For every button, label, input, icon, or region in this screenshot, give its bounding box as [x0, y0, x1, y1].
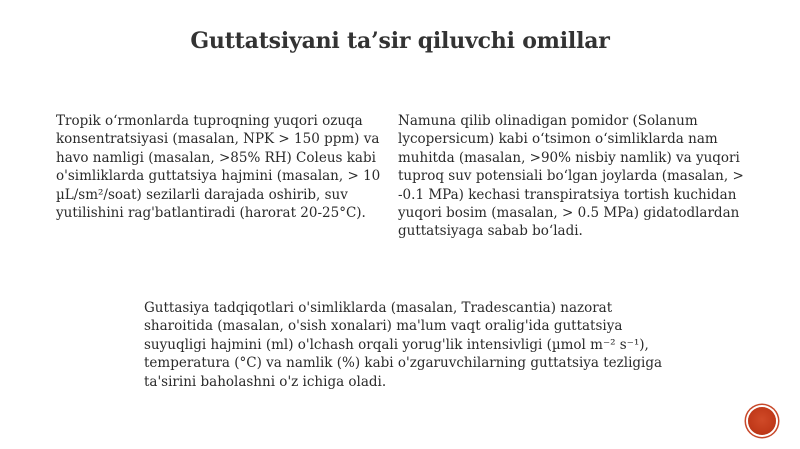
next-slide-icon[interactable]	[748, 407, 776, 435]
paragraph-research-methods: Guttasiya tadqiqotlari o'simliklarda (masalan, Tradescantia) nazorat sharoitida (masalan, o'sish xonalari) ma'lum vaqt oralig'ida guttatsiya suyuqligi hajmini (ml) o'lchash orqali yorug'lik intensivligi (µmol m⁻² s⁻¹), temperatura (°C) va namlik (%) kabi o'zgaruvchilarning guttatsiya tezligiga ta'sirini baholashni o'z ichiga oladi.	[144, 300, 663, 390]
paragraph-tomato-pressure: Namuna qilib olinadigan pomidor (Solanum lycopersicum) kabi oʻtsimon oʻsimliklarda nam muhitda (masalan, >90% nisbiy namlik) va yuqori tuproq suv potensiali boʻlgan joylarda (masalan, > -0.1 MPa) kechasi transpiratsiya tortish kuchidan yuqori bosim (masalan, > 0.5 MPa) gidatodlardan guttatsiyaga sabab boʻladi.	[398, 113, 744, 240]
paragraph-soil-humidity: Tropik oʻrmonlarda tuproqning yuqori ozuqa konsentratsiyasi (masalan, NPK > 150 ppm) va havo namligi (masalan, >85% RH) Coleus kabi o'simliklarda guttatsiya hajmini (masalan, > 10 µL/sm²/soat) sezilarli darajada oshirib, suv yutilishini rag'batlantiradi (harorat 20-25°C).	[56, 113, 381, 222]
slide-title: Guttatsiyani ta’sir qiluvchi omillar	[190, 28, 610, 54]
